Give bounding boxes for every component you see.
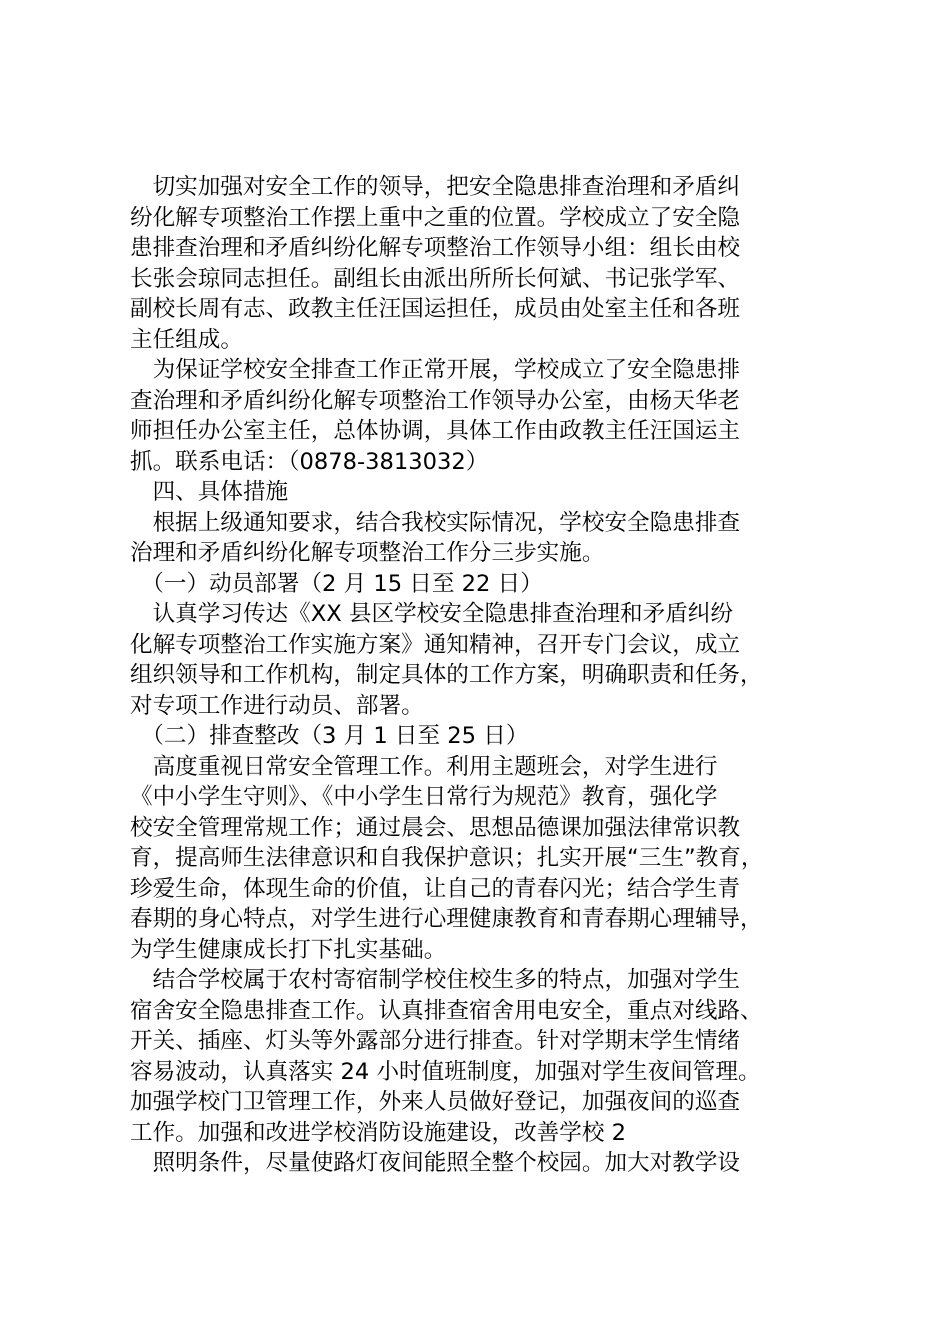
paragraph <box>130 569 840 600</box>
text-line: 师担任办公室主任，总体协调，具体工作由政教主任汪国运主 <box>130 418 741 444</box>
paragraph <box>130 477 840 508</box>
text-line: 认真学习传达《XX 县区学校安全隐患排查治理和矛盾纠纷 <box>130 601 733 627</box>
text-line: 珍爱生命，体现生命的价值，让自己的青春闪光；结合学生青 <box>130 875 741 902</box>
text-line: 对专项工作进行动员、部署。 <box>130 692 424 719</box>
paragraph <box>130 508 840 569</box>
text-line: 高度重视日常安全管理工作。利用主题班会，对学生进行 <box>130 753 718 780</box>
text-line: 育，提高师生法律意识和自我保护意识；扎实开展“三生”教育， <box>130 845 764 871</box>
text-line: （二）排查整改（3 月 1 日至 25 日） <box>130 723 529 749</box>
text-line: 校安全管理常规工作；通过晨会、思想品德课加强法律常识教 <box>130 814 741 841</box>
text-line: 纷化解专项整治工作摆上重中之重的位置。学校成立了安全隐 <box>130 204 741 231</box>
text-line: 切实加强对安全工作的领导，把安全隐患排查治理和矛盾纠 <box>130 174 741 200</box>
text-line: 抓。联系电话：（0878-3813032） <box>130 448 489 475</box>
text-line: 副校长周有志、政教主任汪国运担任，成员由处室主任和各班 <box>130 296 741 322</box>
text-line: 化解专项整治工作实施方案》通知精神，召开专门会议，成立 <box>130 631 741 658</box>
text-line: 开关、插座、灯头等外露部分进行排查。针对学期末学生情绪 <box>130 1028 741 1054</box>
text-line: 宿舍安全隐患排查工作。认真排查宿舍用电安全，重点对线路、 <box>130 997 763 1024</box>
text-line: 治理和矛盾纠纷化解专项整治工作分三步实施。 <box>130 540 605 566</box>
text-line: 四、具体措施 <box>130 479 289 505</box>
text-line: 结合学校属于农村寄宿制学校住校生多的特点，加强对学生 <box>130 967 741 993</box>
text-line: 《中小学生守则》、《中小学生日常行为规范》教育，强化学 <box>130 784 718 810</box>
paragraph <box>130 965 840 1148</box>
paragraph <box>130 172 840 355</box>
text-line: 工作。加强和改进学校消防设施建设，改善学校 2 <box>130 1119 627 1146</box>
document-page <box>130 172 840 1179</box>
text-line: 根据上级通知要求，结合我校实际情况，学校安全隐患排查 <box>130 509 741 536</box>
text-line: 患排查治理和矛盾纠纷化解专项整治工作领导小组：组长由校 <box>130 235 741 261</box>
text-line: 加强学校门卫管理工作，外来人员做好登记，加强夜间的巡查 <box>130 1089 741 1115</box>
text-line: 容易波动，认真落实 24 小时值班制度，加强对学生夜间管理。 <box>130 1058 761 1085</box>
paragraph <box>130 355 840 477</box>
text-line: （一）动员部署（2 月 15 日至 22 日） <box>130 570 543 597</box>
text-line: 春期的身心特点，对学生进行心理健康教育和青春期心理辅导， <box>130 906 763 932</box>
paragraph <box>130 1148 840 1179</box>
text-line: 主任组成。 <box>130 326 243 353</box>
text-line: 查治理和矛盾纠纷化解专项整治工作领导办公室，由杨天华老 <box>130 387 741 414</box>
paragraph <box>130 752 840 966</box>
text-line: 组织领导和工作机构，制定具体的工作方案，明确职责和任务， <box>130 662 763 688</box>
text-line: 长张会琼同志担任。副组长由派出所所长何斌、书记张学军、 <box>130 265 741 292</box>
paragraph <box>130 599 840 721</box>
text-line: 为学生健康成长打下扎实基础。 <box>130 936 447 963</box>
paragraph <box>130 721 840 752</box>
text-line: 照明条件，尽量使路灯夜间能照全整个校园。加大对教学设 <box>130 1150 741 1176</box>
text-line: 为保证学校安全排查工作正常开展，学校成立了安全隐患排 <box>130 357 741 383</box>
